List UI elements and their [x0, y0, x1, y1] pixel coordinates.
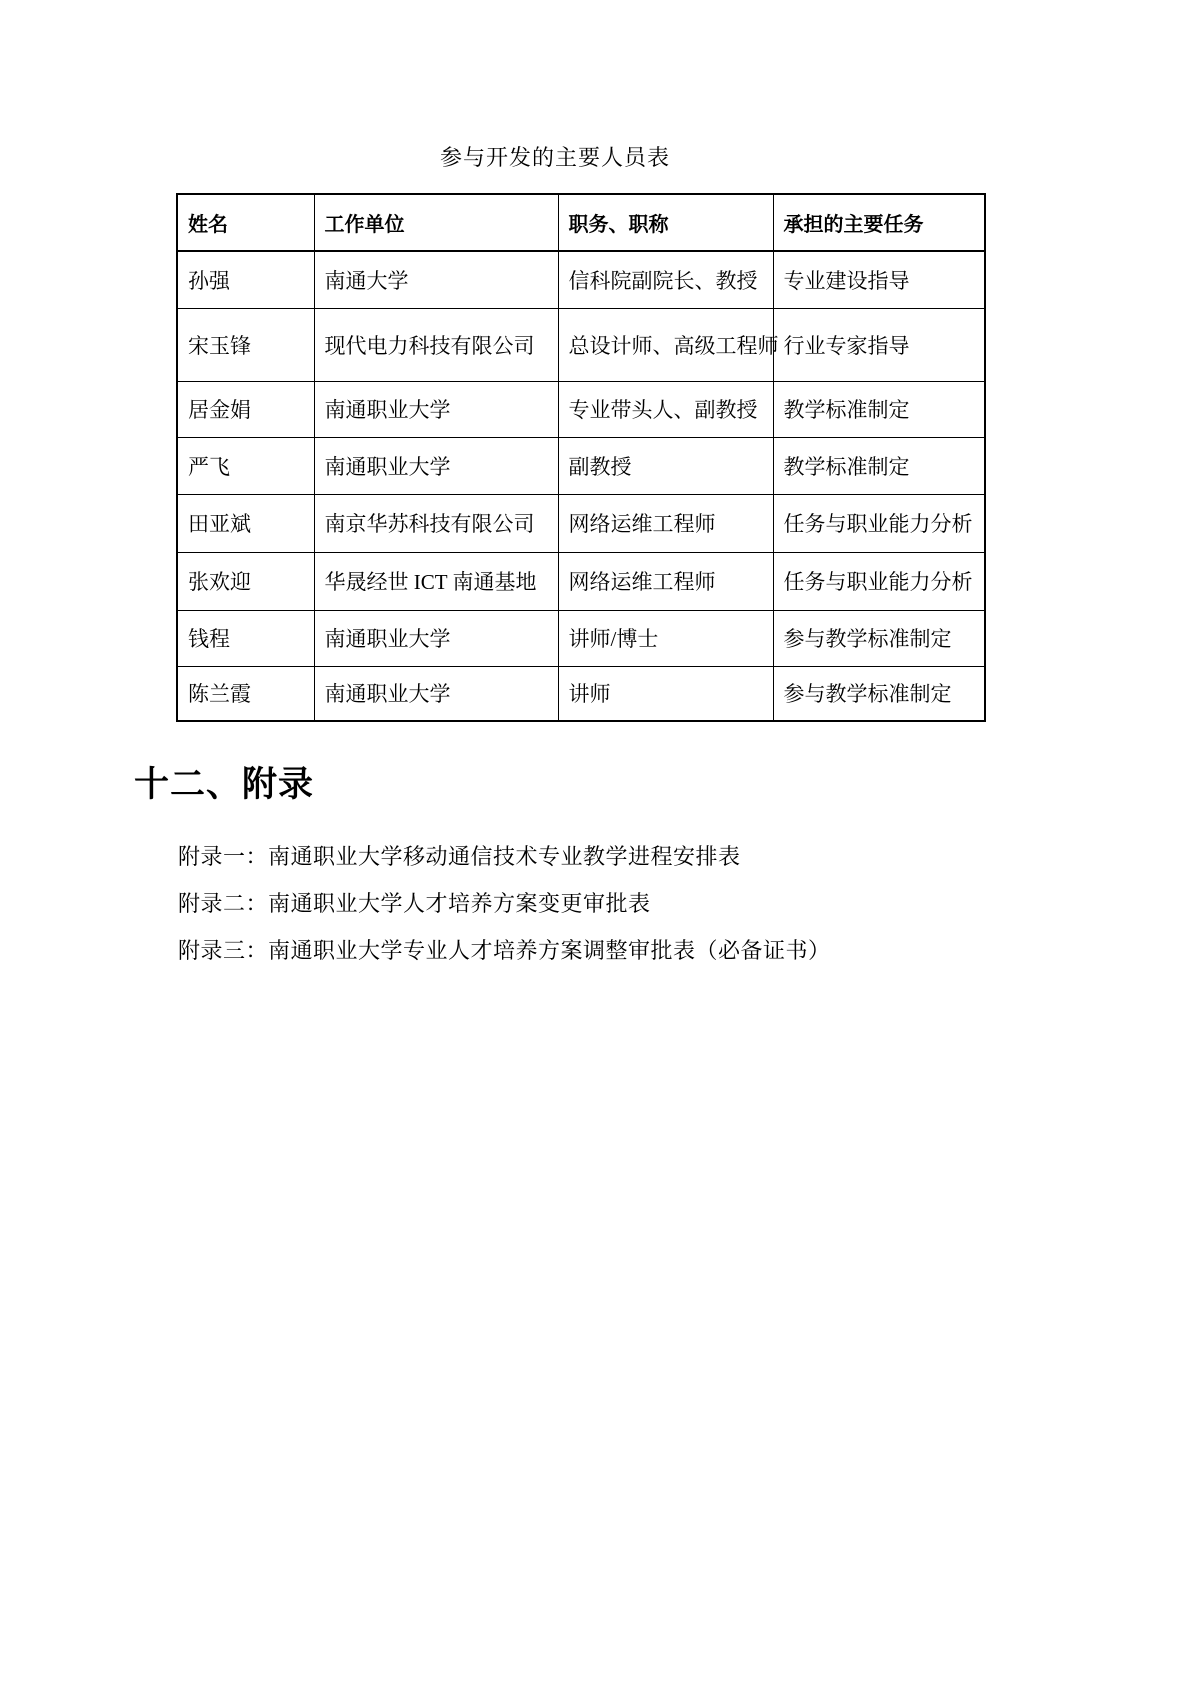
table-cell: 教学标准制定	[773, 381, 985, 437]
table-cell: 南通职业大学	[314, 610, 558, 666]
table-cell: 居金娟	[177, 381, 314, 437]
table-header-cell: 职务、职称	[558, 194, 773, 251]
table-cell: 任务与职业能力分析	[773, 552, 985, 610]
table-cell: 网络运维工程师	[558, 552, 773, 610]
table-cell: 总设计师、高级工程师	[558, 308, 773, 381]
table-cell: 参与教学标准制定	[773, 610, 985, 666]
table-cell: 孙强	[177, 251, 314, 308]
table-title: 参与开发的主要人员表	[439, 145, 670, 170]
table-cell: 宋玉锋	[177, 308, 314, 381]
section-heading-appendix: 十二、附录	[134, 765, 315, 804]
table-cell: 副教授	[558, 437, 773, 494]
appendix-item: 附录三：南通职业大学专业人才培养方案调整审批表（必备证书）	[178, 938, 831, 963]
table-cell: 田亚斌	[177, 494, 314, 552]
table-row	[177, 251, 985, 308]
table-cell: 钱程	[177, 610, 314, 666]
table-header-cell: 姓名	[177, 194, 314, 251]
table-cell: 讲师	[558, 666, 773, 721]
appendix-item: 附录一：南通职业大学移动通信技术专业教学进程安排表	[178, 844, 741, 869]
appendix-list	[178, 833, 831, 974]
table-row	[177, 494, 985, 552]
table-cell: 讲师/博士	[558, 610, 773, 666]
table-cell: 行业专家指导	[773, 308, 985, 381]
table-cell: 南通职业大学	[314, 437, 558, 494]
table-cell: 张欢迎	[177, 552, 314, 610]
table-header-cell: 承担的主要任务	[773, 194, 985, 251]
table-header-cell: 工作单位	[314, 194, 558, 251]
table-cell: 专业建设指导	[773, 251, 985, 308]
table-cell: 华晟经世 ICT 南通基地	[314, 552, 558, 610]
table-row	[177, 666, 985, 721]
table-row	[177, 308, 985, 381]
table-cell: 南通职业大学	[314, 666, 558, 721]
table-cell: 现代电力科技有限公司	[314, 308, 558, 381]
table-cell: 南通职业大学	[314, 381, 558, 437]
table-row	[177, 610, 985, 666]
table-cell: 参与教学标准制定	[773, 666, 985, 721]
table-cell: 信科院副院长、教授	[558, 251, 773, 308]
table-row	[177, 552, 985, 610]
table-row	[177, 437, 985, 494]
personnel-table-header-row	[177, 194, 985, 251]
table-cell: 严飞	[177, 437, 314, 494]
table-cell: 专业带头人、副教授	[558, 381, 773, 437]
table-cell: 南通大学	[314, 251, 558, 308]
personnel-table-body	[177, 251, 985, 721]
table-row	[177, 381, 985, 437]
table-cell: 任务与职业能力分析	[773, 494, 985, 552]
personnel-table	[176, 193, 986, 722]
table-cell: 陈兰霞	[177, 666, 314, 721]
table-cell: 网络运维工程师	[558, 494, 773, 552]
table-cell: 南京华苏科技有限公司	[314, 494, 558, 552]
table-cell: 教学标准制定	[773, 437, 985, 494]
appendix-item: 附录二：南通职业大学人才培养方案变更审批表	[178, 891, 651, 916]
